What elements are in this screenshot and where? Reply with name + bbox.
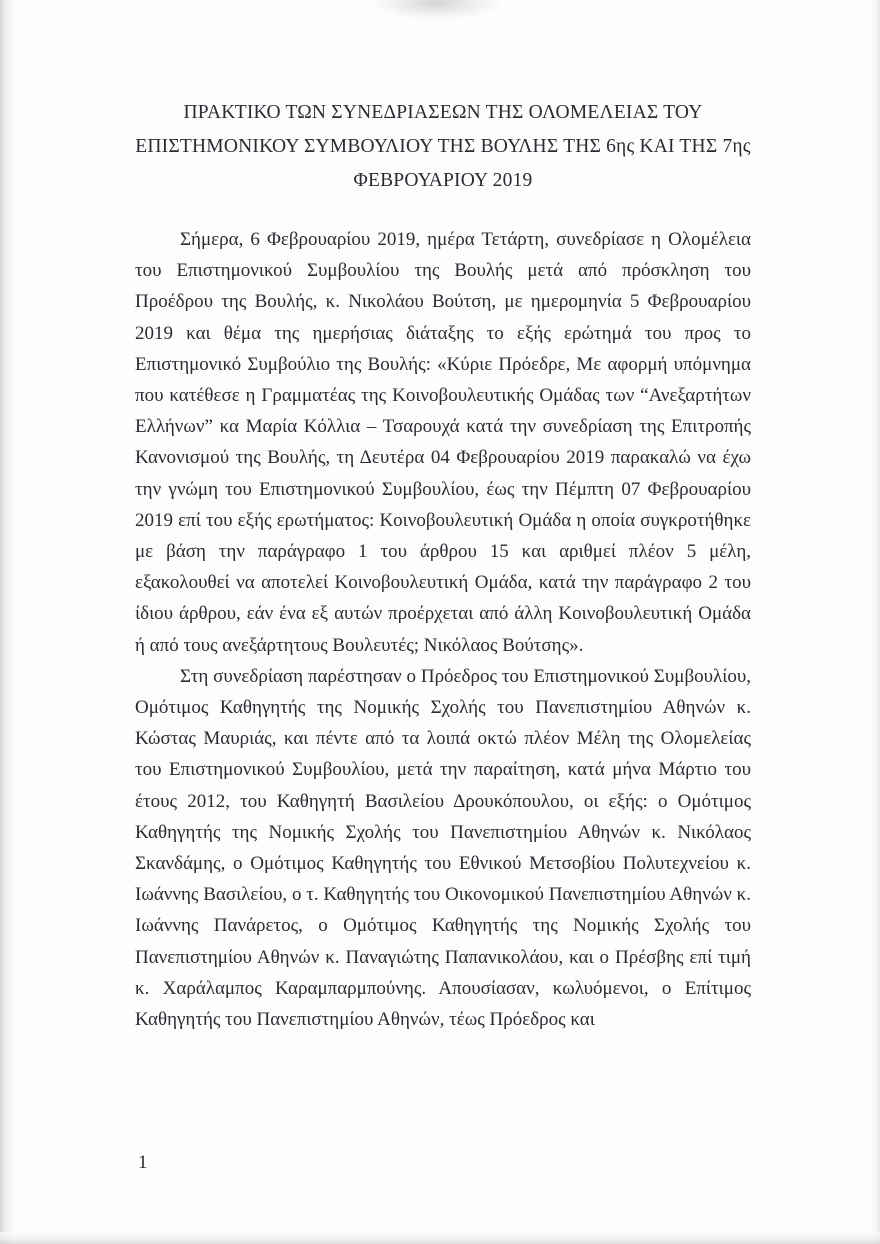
scan-edge-shadow-right (870, 0, 880, 1244)
page-title (135, 0, 751, 198)
paragraph-attendance: Στη συνεδρίαση παρέστησαν ο Πρόεδρος του Επιστημονικού Συμβουλίου, Ομότιμος Καθηγητής της Νομικής Σχολής του Πανεπιστημίου Αθηνών κ. Κώστας Μαυριάς, και πέντε από τα λοιπά οκτώ πλέον Μέλη της Ολομελείας του Επιστημονικού Συμβουλίου, μετά την παραίτηση, κατά μήνα Μάρτιο του έτους 2012, του Καθηγητή Βασιλείου Δρουκόπουλου, οι εξής: ο Ομότιμος Καθηγητής της Νομικής Σχολής του Πανεπιστημίου Αθηνών κ. Νικόλαος Σκανδάμης, ο Ομότιμος Καθηγητής του Εθνικού Μετσοβίου Πολυτεχνείου κ. Ιωάννης Βασιλείου, ο τ. Καθηγητής του Οικονομικού Πανεπιστημίου Αθηνών κ. Ιωάννης Πανάρετος, ο Ομότιμος Καθηγητής της Νομικής Σχολής του Πανεπιστημίου Αθηνών κ. Παναγιώτης Παπανικολάου, και ο Πρέσβης επί τιμή κ. Χαράλαμπος Καραμπαρμπούνης. Απουσίασαν, κωλυόμενοι, ο Επίτιμος Καθηγητής του Πανεπιστημίου Αθηνών, τέως Πρόεδρος και (135, 665, 751, 1031)
page-content (135, 0, 751, 1035)
scan-edge-shadow-bottom (0, 1232, 880, 1244)
paragraph-question: Σήμερα, 6 Φεβρουαρίου 2019, ημέρα Τετάρτη, συνεδρίασε η Ολομέλεια του Επιστημονικού Συμβουλίου της Βουλής μετά από πρόσκληση του Προέδρου της Βουλής, κ. Νικολάου Βούτση, με ημερομηνία 5 Φεβρουαρίου 2019 και θέμα της ημερήσιας διάταξης το εξής ερώτημά του προς το Επιστημονικό Συμβούλιο της Βουλής: «Κύριε Πρόεδρε, Με αφορμή υπόμνημα που κατέθεσε η Γραμματέας της Κοινοβουλευτικής Ομάδας των “Ανεξαρτήτων Ελλήνων” κα Μαρία Κόλλια – Τσαρουχά κατά την συνεδρίαση της Επιτροπής Κανονισμού της Βουλής, τη Δευτέρα 04 Φεβρουαρίου 2019 παρακαλώ να έχω την γνώμη του Επιστημονικού Συμβουλίου, έως την Πέμπτη 07 Φεβρουαρίου 2019 επί του εξής ερωτήματος: Κοινοβουλευτική Ομάδα η οποία συγκροτήθηκε με βάση την παράγραφο 1 του άρθρου 15 και αριθμεί πλέον 5 μέλη, εξακολουθεί να αποτελεί Κοινοβουλευτική Ομάδα, κατά την παράγραφο 2 του ίδιου άρθρου, εάν ένα εξ αυτών προέρχεται από άλλη Κοινοβουλευτική Ομάδα ή από τους ανεξάρτητους Βουλευτές; Νικόλαος Βούτσης». (135, 229, 751, 656)
scan-edge-shadow-left (0, 0, 14, 1244)
title-line-2: ΕΠΙΣΤΗΜΟΝΙΚΟΥ ΣΥΜΒΟΥΛΙΟΥ ΤΗΣ ΒΟΥΛΗΣ ΤΗΣ 6ης ΚΑΙ ΤΗΣ 7ης (135, 136, 751, 157)
title-line-1: ΠΡΑΚΤΙΚΟ ΤΩΝ ΣΥΝΕΔΡΙΑΣΕΩΝ ΤΗΣ ΟΛΟΜΕΛΕΙΑΣ ΤΟΥ (183, 102, 703, 123)
body-text (135, 224, 751, 1035)
page-number: 1 (138, 1152, 148, 1173)
title-line-3: ΦΕΒΡΟΥΑΡΙΟΥ 2019 (353, 170, 533, 191)
